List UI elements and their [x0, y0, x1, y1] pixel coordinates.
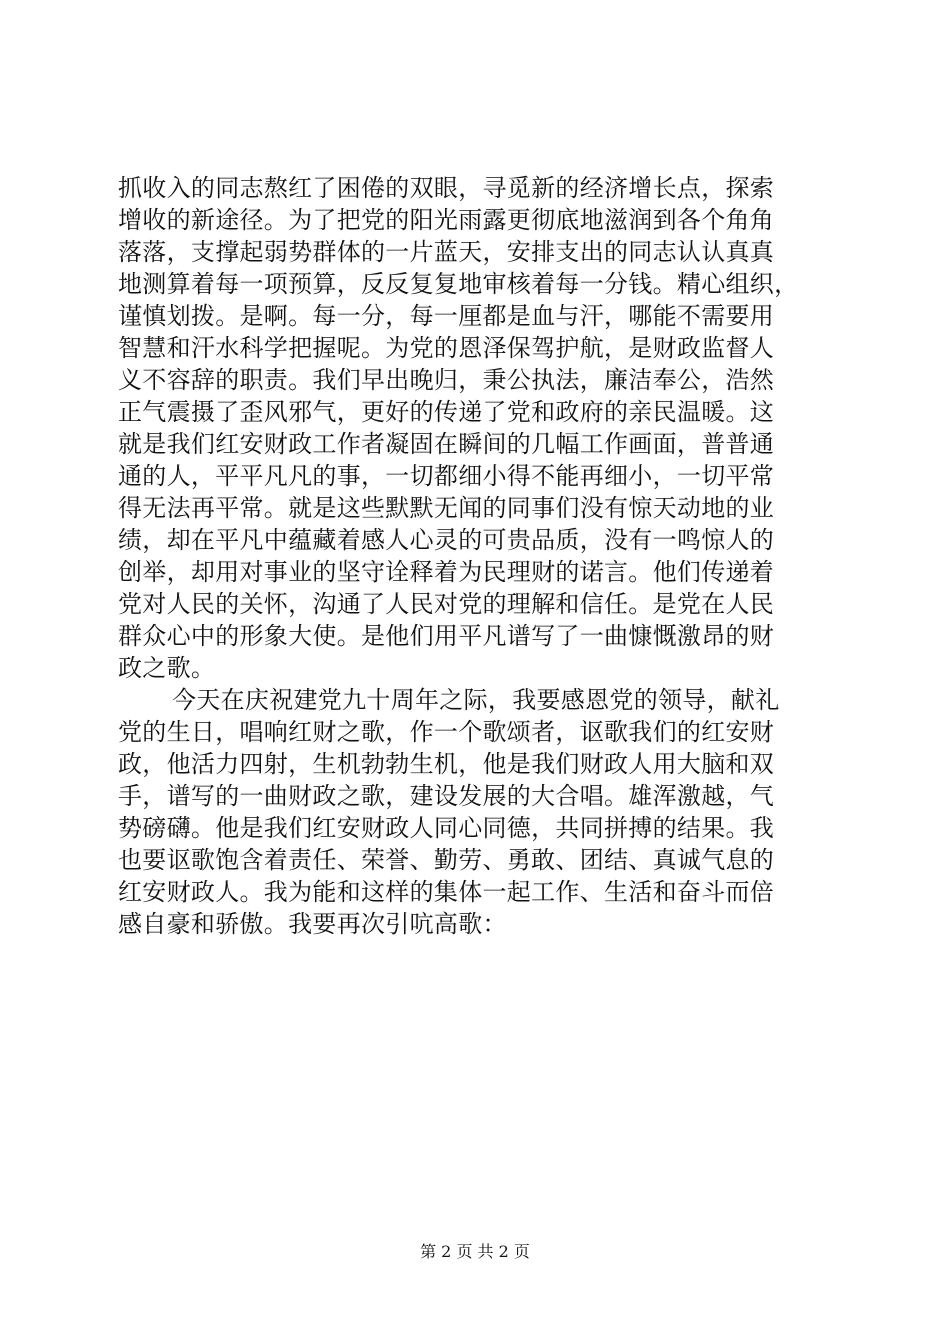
text-line: 得无法再平常。就是这些默默无闻的同事们没有惊天动地的业: [118, 494, 775, 522]
text-line: 政，他活力四射，生机勃勃生机，他是我们财政人用大脑和双: [118, 750, 775, 778]
text-line: 势磅礴。他是我们红安财政人同心同德，共同拼搏的结果。我: [118, 814, 775, 842]
text-line: 感自豪和骄傲。我要再次引吭高歌：: [118, 910, 507, 938]
text-line: 正气震摄了歪风邪气，更好的传递了党和政府的亲民温暖。这: [118, 398, 775, 426]
text-line: 今天在庆祝建党九十周年之际，我要感恩党的领导，献礼: [172, 686, 780, 714]
text-line: 增收的新途径。为了把党的阳光雨露更彻底地滋润到各个角角: [118, 206, 775, 234]
text-line: 就是我们红安财政工作者凝固在瞬间的几幅工作画面，普普通: [118, 430, 775, 458]
text-line: 落落，支撑起弱势群体的一片蓝天，安排支出的同志认认真真: [118, 238, 775, 266]
text-line: 通的人，平平凡凡的事，一切都细小得不能再细小，一切平常: [118, 462, 775, 490]
text-line: 义不容辞的职责。我们早出晚归，秉公执法，廉洁奉公，浩然: [118, 366, 775, 394]
text-line: 党的生日，唱响红财之歌，作一个歌颂者，讴歌我们的红安财: [118, 718, 775, 746]
text-line: 地测算着每一项预算，反反复复地审核着每一分钱。精心组织，: [118, 270, 799, 298]
body-text: [118, 172, 838, 940]
text-line: 谨慎划拨。是啊。每一分，每一厘都是血与汗，哪能不需要用: [118, 302, 775, 330]
text-line: 红安财政人。我为能和这样的集体一起工作、生活和奋斗而倍: [118, 878, 775, 906]
text-line: 智慧和汗水科学把握呢。为党的恩泽保驾护航，是财政监督人: [118, 334, 775, 362]
page-number-footer: 第 2 页 共 2 页: [420, 1242, 530, 1261]
text-line: 手，谱写的一曲财政之歌，建设发展的大合唱。雄浑激越，气: [118, 782, 775, 810]
text-line: 抓收入的同志熬红了困倦的双眼，寻觅新的经济增长点，探索: [118, 174, 775, 202]
text-line: 也要讴歌饱含着责任、荣誉、勤劳、勇敢、团结、真诚气息的: [118, 846, 775, 874]
text-line: 绩，却在平凡中蕴藏着感人心灵的可贵品质，没有一鸣惊人的: [118, 526, 775, 554]
text-line: 创举，却用对事业的坚守诠释着为民理财的诺言。他们传递着: [118, 558, 775, 586]
text-line: 群众心中的形象大使。是他们用平凡谱写了一曲慷慨激昂的财: [118, 622, 775, 650]
text-line: 政之歌。: [118, 654, 216, 682]
text-line: 党对人民的关怀，沟通了人民对党的理解和信任。是党在人民: [118, 590, 775, 618]
